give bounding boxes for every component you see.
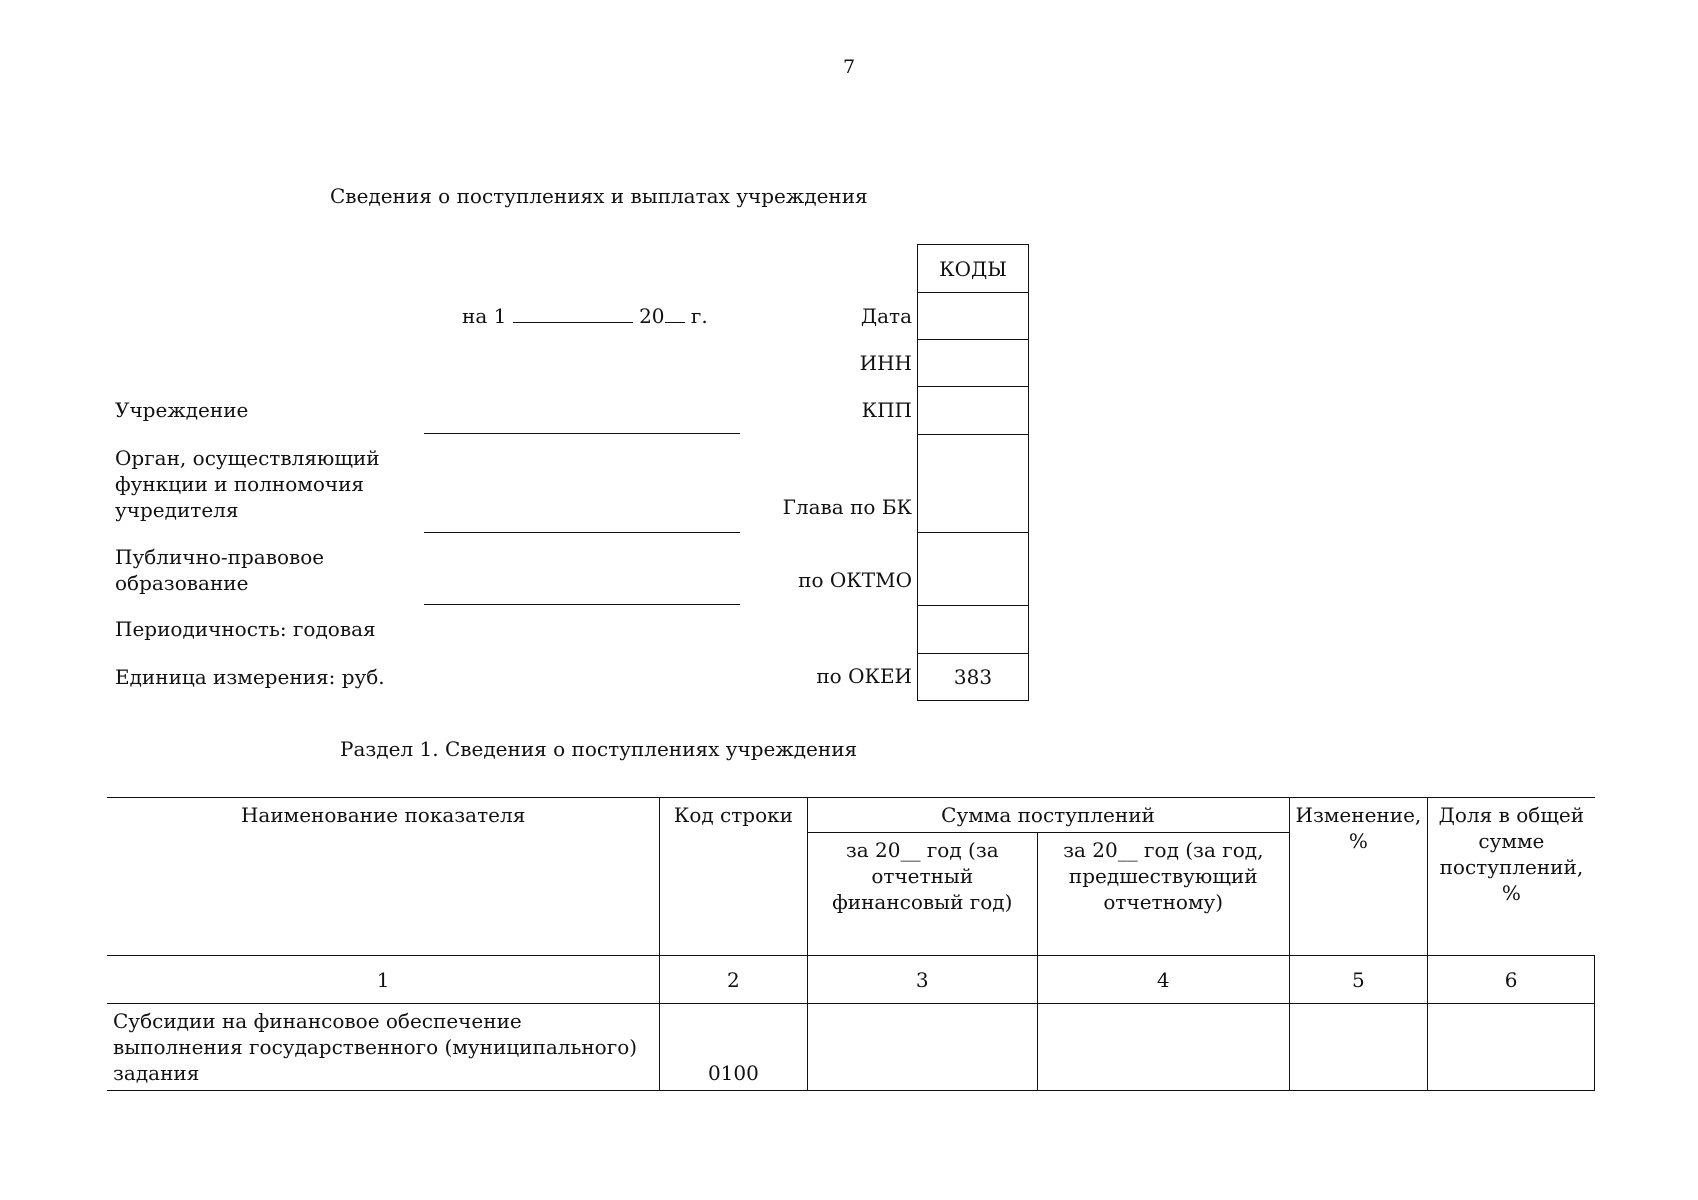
page-number: 7	[842, 56, 856, 78]
row-change-cell[interactable]	[1289, 1004, 1428, 1091]
code-cell-inn[interactable]	[918, 339, 1028, 386]
column-number: 6	[1428, 956, 1595, 1004]
column-number: 2	[660, 956, 807, 1004]
column-number: 3	[807, 956, 1037, 1004]
founder-label	[115, 445, 380, 523]
year-blank-field[interactable]	[665, 304, 685, 323]
year-prefix: 20	[639, 304, 665, 328]
code-label-oktmo: по ОКТМО	[798, 568, 912, 592]
institution-underline[interactable]	[424, 433, 740, 434]
row-reporting-cell[interactable]	[807, 1004, 1037, 1091]
table-row	[107, 1004, 1595, 1091]
row-name: Субсидии на финансовое обеспечение выполнения государственного (муниципального) задания	[107, 1004, 660, 1091]
unit-label: Единица измерения: руб.	[115, 665, 385, 689]
code-cell-kpp[interactable]	[918, 386, 1028, 434]
founder-label-line: Орган, осуществляющий	[115, 446, 380, 470]
header-sum-previous: за 20__ год (за год, предшествующий отчетному)	[1037, 833, 1289, 956]
column-number: 5	[1289, 956, 1428, 1004]
codes-box	[917, 244, 1029, 701]
founder-label-line: учредителя	[115, 498, 239, 522]
public-entity-underline[interactable]	[424, 604, 740, 605]
header-name: Наименование показателя	[107, 798, 660, 956]
header-sum: Сумма поступлений	[807, 798, 1289, 833]
code-cell-date[interactable]	[918, 292, 1028, 339]
code-label-kpp: КПП	[861, 398, 912, 422]
column-number: 4	[1037, 956, 1289, 1004]
code-cell-glava-bk[interactable]	[918, 434, 1028, 532]
form-title: Сведения о поступлениях и выплатах учреждения	[330, 184, 868, 208]
row-previous-cell[interactable]	[1037, 1004, 1289, 1091]
public-entity-label-line: Публично-правовое	[115, 545, 325, 569]
code-label-inn: ИНН	[859, 351, 912, 375]
section-1-title: Раздел 1. Сведения о поступлениях учреждения	[340, 737, 858, 761]
institution-label: Учреждение	[115, 398, 249, 422]
code-cell-periodicity[interactable]	[918, 605, 1028, 653]
code-cell-okei[interactable]: 383	[918, 653, 1028, 700]
code-label-date: Дата	[860, 304, 912, 328]
row-code: 0100	[660, 1004, 807, 1091]
code-label-glava-bk: Глава по БК	[782, 495, 912, 519]
header-sum-reporting: за 20__ год (за отчетный финансовый год)	[807, 833, 1037, 956]
founder-label-line: функции и полномочия	[115, 472, 365, 496]
code-label-okei: по ОКЕИ	[816, 664, 912, 688]
header-change: Изменение, %	[1289, 798, 1428, 956]
header-code: Код строки	[660, 798, 807, 956]
report-date-line	[462, 304, 708, 328]
row-share-cell[interactable]	[1428, 1004, 1595, 1091]
receipts-table	[107, 797, 1595, 1091]
periodicity-label: Периодичность: годовая	[115, 617, 376, 641]
date-prefix: на 1	[462, 304, 507, 328]
date-suffix: г.	[690, 304, 708, 328]
header-share: Доля в общей сумме поступлений, %	[1428, 798, 1595, 956]
public-entity-label-line: образование	[115, 571, 249, 595]
codes-header: КОДЫ	[939, 256, 1007, 281]
date-blank-field[interactable]	[513, 304, 633, 323]
public-entity-label	[115, 544, 324, 596]
code-cell-oktmo[interactable]	[918, 532, 1028, 605]
column-number: 1	[107, 956, 660, 1004]
founder-underline[interactable]	[424, 532, 740, 533]
